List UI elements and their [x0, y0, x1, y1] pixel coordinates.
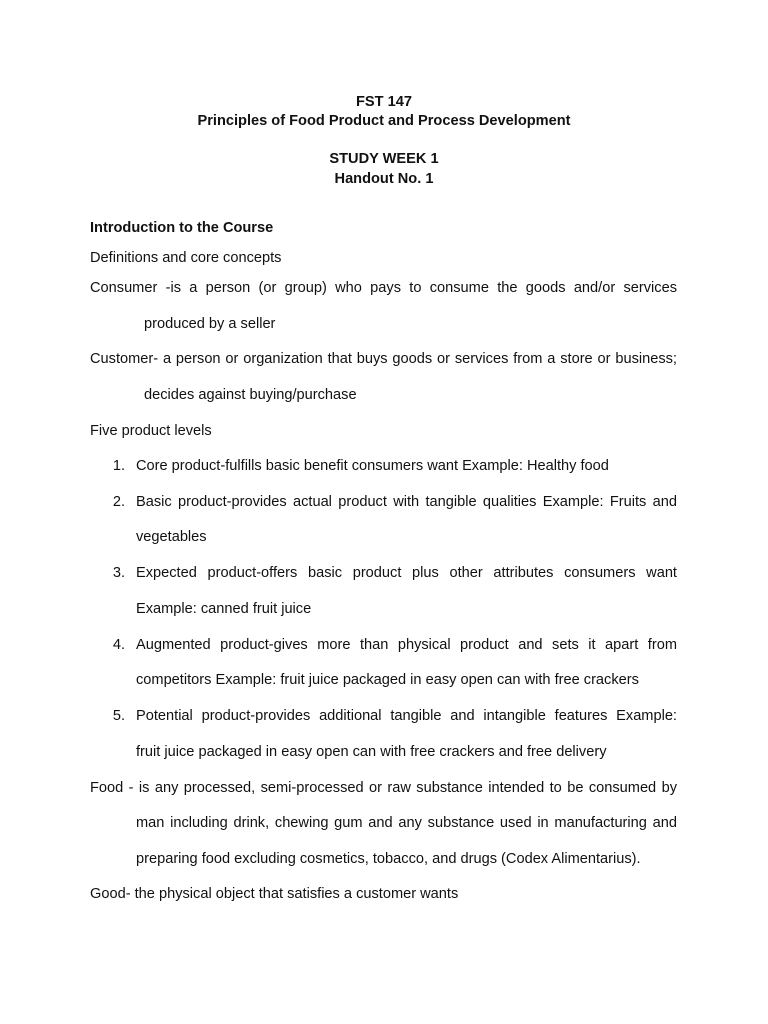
list-number: 4. [112, 637, 125, 653]
list-number: 5. [112, 708, 125, 724]
good-definition: Good- the physical object that satisfies a customer wants [90, 886, 459, 902]
list-item-potential-product-line1: Potential product-provides additional tangible and intangible features Example: [136, 708, 677, 724]
list-item-basic-product-line2: vegetables [136, 529, 207, 545]
section-heading: Introduction to the Course [90, 220, 274, 236]
list-item-augmented-product-line1: Augmented product-gives more than physical product and sets it apart from [136, 637, 677, 653]
course-code: FST 147 [356, 94, 412, 110]
product-levels-title: Five product levels [90, 423, 212, 439]
handout-number: Handout No. 1 [334, 171, 434, 187]
customer-definition-line2: decides against buying/purchase [144, 387, 357, 403]
consumer-definition-line2: produced by a seller [144, 316, 276, 332]
section-subheading: Definitions and core concepts [90, 250, 282, 266]
list-item-expected-product-line1: Expected product-offers basic product plus other attributes consumers want [136, 565, 677, 581]
list-number: 2. [112, 494, 125, 510]
study-week: STUDY WEEK 1 [329, 151, 439, 167]
list-item-basic-product-line1: Basic product-provides actual product with tangible qualities Example: Fruits and [136, 494, 677, 510]
list-item-core-product: Core product-fulfills basic benefit consumers want Example: Healthy food [136, 458, 609, 474]
food-definition-line1: Food - is any processed, semi-processed or raw substance intended to be consumed by [90, 780, 677, 796]
food-definition-line3: preparing food excluding cosmetics, tobacco, and drugs (Codex Alimentarius). [136, 851, 641, 867]
list-number: 3. [112, 565, 125, 581]
list-item-expected-product-line2: Example: canned fruit juice [136, 601, 312, 617]
list-item-augmented-product-line2: competitors Example: fruit juice packaged in easy open can with free crackers [136, 672, 639, 688]
list-item-potential-product-line2: fruit juice packaged in easy open can with free crackers and free delivery [136, 744, 607, 760]
list-number: 1. [112, 458, 125, 474]
food-definition-line2: man including drink, chewing gum and any substance used in manufacturing and [136, 815, 677, 831]
consumer-definition-line1: Consumer -is a person (or group) who pays to consume the goods and/or services [90, 280, 677, 296]
customer-definition-line1: Customer- a person or organization that buys goods or services from a store or business; [90, 351, 677, 367]
course-title: Principles of Food Product and Process Development [197, 113, 571, 129]
